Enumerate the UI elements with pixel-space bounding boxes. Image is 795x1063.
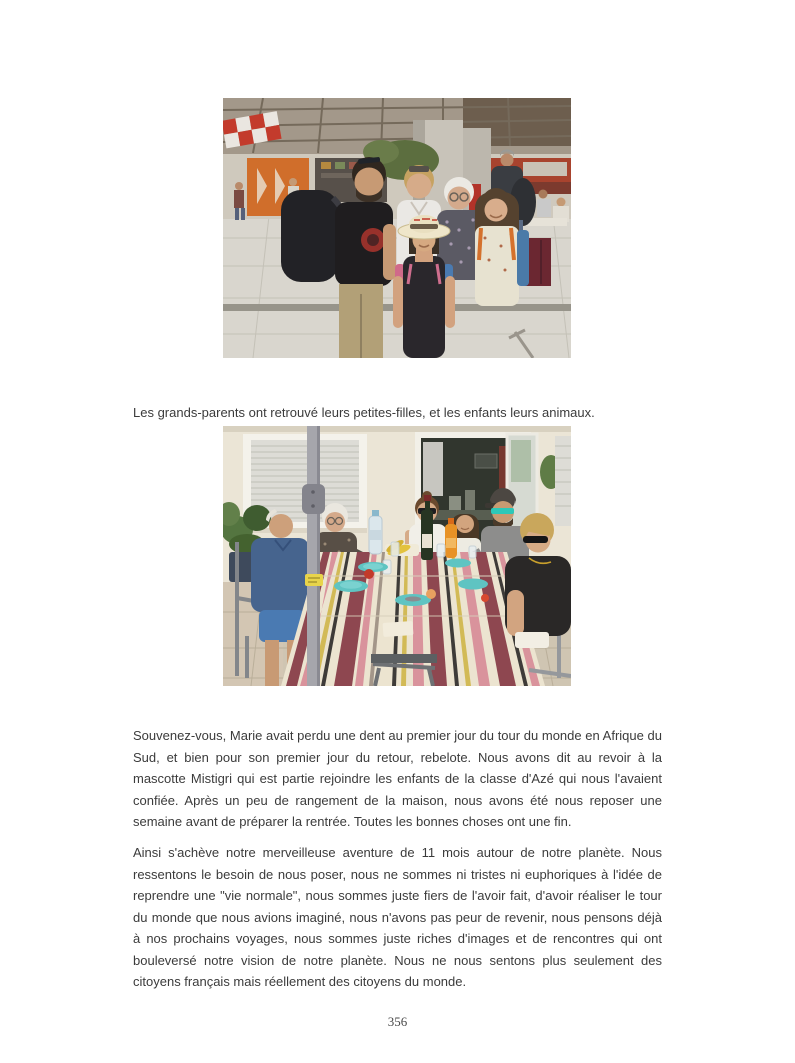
page-number: 356	[387, 1014, 408, 1029]
patio-photo-illustration	[223, 426, 571, 686]
paragraph-2: Ainsi s'achève notre merveilleuse aventure de 11 mois autour de notre planète. Nous ressentons le besoin de nous poser, nous ne sommes ni tristes ni euphoriques à l'idée de reprendre une "vie normale", nous sommes juste fiers de l'avoir fait, d'avoir réaliser le tour du monde que nous avions imaginé, nous n'avons pas peur de revenir, nous pensons déjà à nos prochains voyages, nous sommes juste riches d'images et de rencontres qui ont bouleversé notre vision de notre planète. Nous ne nous sentons plus seulement des citoyens français mais réellement des citoyens du monde.	[133, 845, 662, 989]
patio-family-lunch-photo	[223, 426, 571, 686]
right-window-sliver	[555, 436, 571, 526]
airport-family-reunion-photo	[223, 98, 571, 358]
paragraph-1: Souvenez-vous, Marie avait perdu une dent au premier jour du tour du monde en Afrique du Sud, et bien pour son premier jour du retour, rebelote. Nous avons dit au revoir à la mascotte Mistigri qui est partie rejoindre les enfants de la classe d'Azé qui nous l'avaient confiée. Après un peu de rangement de la maison, nous avons été nous reposer une semaine avant de préparer la rentrée. Toutes les bonnes choses ont une fin.	[133, 728, 662, 829]
photo-caption: Les grands-parents ont retrouvé leurs petites-filles, et les enfants leurs animaux.	[133, 405, 595, 420]
airport-photo-illustration	[223, 98, 571, 358]
